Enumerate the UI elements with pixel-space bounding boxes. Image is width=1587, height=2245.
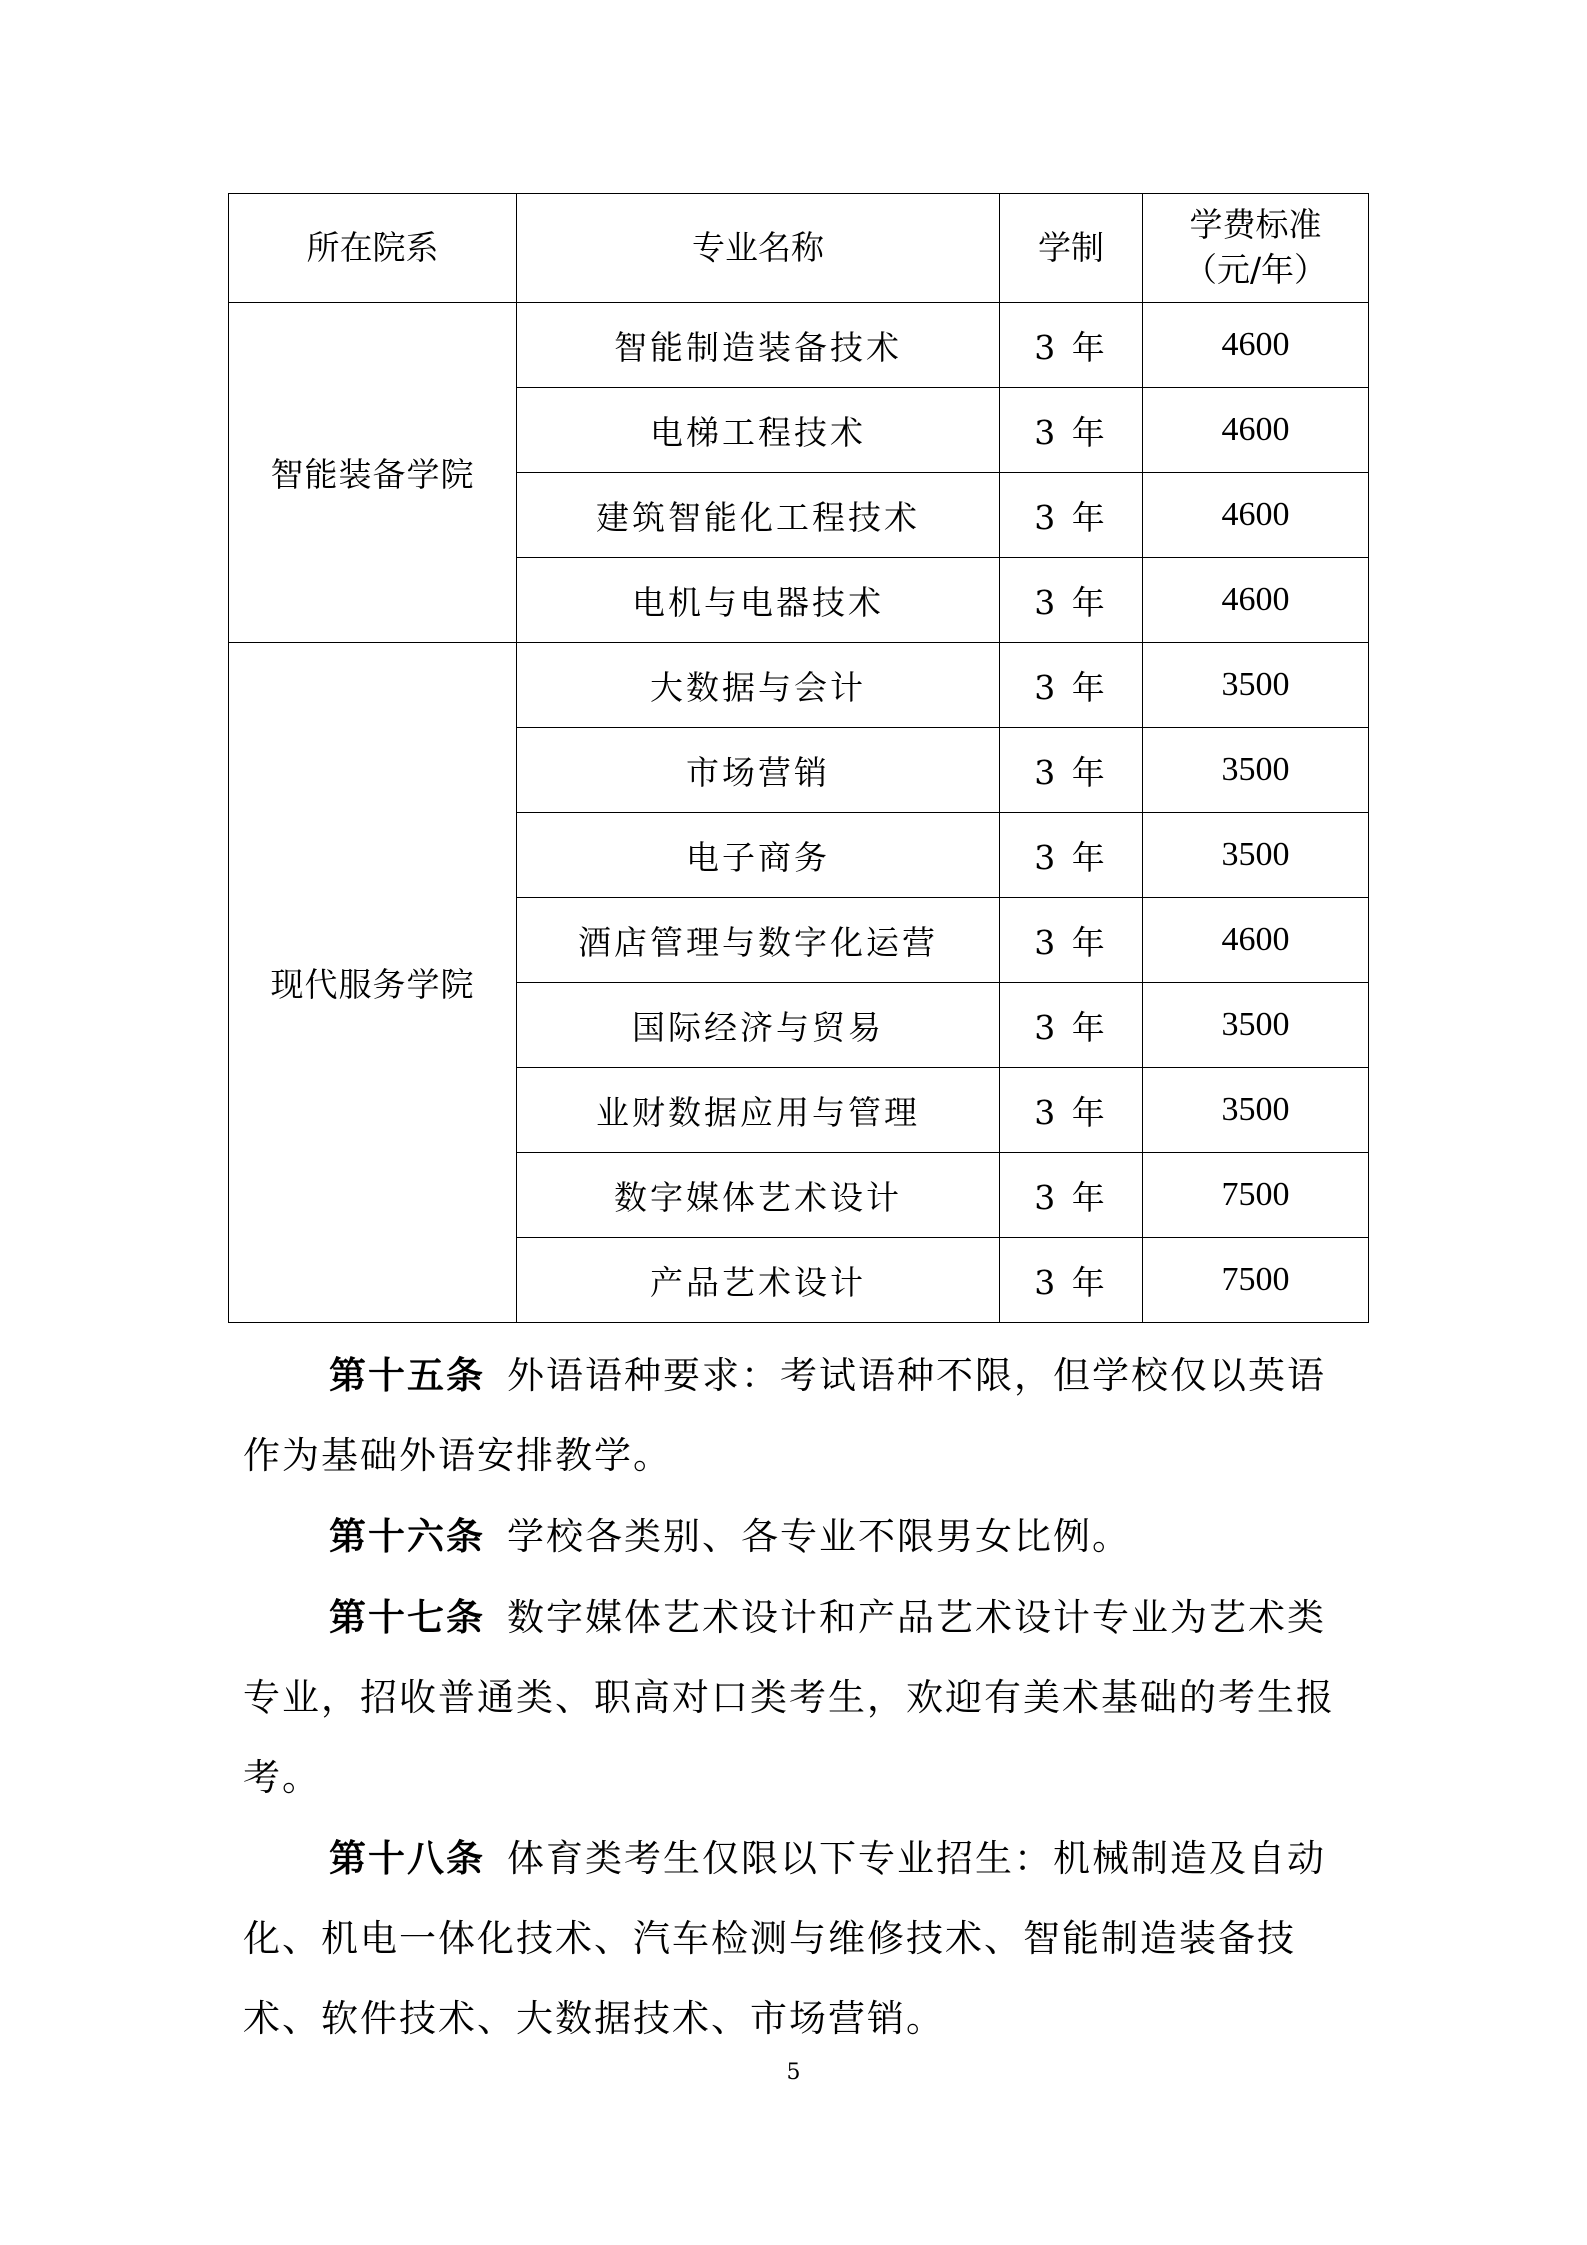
article-heading: 第十八条 <box>329 1836 485 1880</box>
header-department: 所在院系 <box>229 194 517 303</box>
fee-cell: 3500 <box>1143 813 1369 898</box>
fee-cell: 4600 <box>1143 388 1369 473</box>
duration-cell: 3 年 <box>1000 388 1143 473</box>
major-cell: 大数据与会计 <box>517 643 1000 728</box>
duration-cell: 3 年 <box>1000 813 1143 898</box>
table-header-row <box>229 194 1369 303</box>
department-cell: 现代服务学院 <box>229 643 517 1323</box>
fee-cell: 3500 <box>1143 983 1369 1068</box>
duration-cell: 3 年 <box>1000 473 1143 558</box>
fee-cell: 4600 <box>1143 558 1369 643</box>
article-15 <box>243 1335 1358 1496</box>
major-cell: 酒店管理与数字化运营 <box>517 898 1000 983</box>
fee-cell: 4600 <box>1143 473 1369 558</box>
fee-cell: 3500 <box>1143 728 1369 813</box>
header-fee-line1: 学费标准 <box>1189 205 1322 245</box>
duration-cell: 3 年 <box>1000 643 1143 728</box>
fee-cell: 4600 <box>1143 303 1369 388</box>
duration-cell: 3 年 <box>1000 983 1143 1068</box>
header-duration: 学制 <box>1000 194 1143 303</box>
article-heading: 第十五条 <box>329 1353 485 1397</box>
article-list <box>243 1335 1358 2059</box>
header-major: 专业名称 <box>517 194 1000 303</box>
article-text: 体育类考生仅限以下专业招生：机械制造及自动化、机电一体化技术、汽车检测与维修技术、智能制造装备技术、软件技术、大数据技术、市场营销。 <box>243 1837 1326 2040</box>
major-cell: 市场营销 <box>517 728 1000 813</box>
duration-cell: 3 年 <box>1000 1238 1143 1323</box>
duration-cell: 3 年 <box>1000 303 1143 388</box>
fee-cell: 4600 <box>1143 898 1369 983</box>
major-cell: 电子商务 <box>517 813 1000 898</box>
major-cell: 产品艺术设计 <box>517 1238 1000 1323</box>
fee-cell: 7500 <box>1143 1153 1369 1238</box>
article-text: 外语语种要求：考试语种不限，但学校仅以英语作为基础外语安排教学。 <box>243 1354 1326 1477</box>
article-17 <box>243 1577 1358 1818</box>
article-text: 数字媒体艺术设计和产品艺术设计专业为艺术类专业，招收普通类、职高对口类考生，欢迎有美术基础的考生报考。 <box>243 1596 1335 1799</box>
major-cell: 智能制造装备技术 <box>517 303 1000 388</box>
table-row <box>229 643 1369 728</box>
duration-cell: 3 年 <box>1000 728 1143 813</box>
department-cell: 智能装备学院 <box>229 303 517 643</box>
major-cell: 国际经济与贸易 <box>517 983 1000 1068</box>
header-fee-line2: （元/年） <box>1183 250 1328 289</box>
article-16 <box>243 1496 1358 1577</box>
major-cell: 电机与电器技术 <box>517 558 1000 643</box>
major-cell: 业财数据应用与管理 <box>517 1068 1000 1153</box>
duration-cell: 3 年 <box>1000 1068 1143 1153</box>
major-cell: 电梯工程技术 <box>517 388 1000 473</box>
major-cell: 建筑智能化工程技术 <box>517 473 1000 558</box>
page-number: 5 <box>786 2060 801 2085</box>
article-text: 学校各类别、各专业不限男女比例。 <box>507 1515 1131 1558</box>
table-row <box>229 303 1369 388</box>
fee-cell: 3500 <box>1143 1068 1369 1153</box>
duration-cell: 3 年 <box>1000 1153 1143 1238</box>
article-18 <box>243 1818 1358 2059</box>
article-heading: 第十六条 <box>329 1514 485 1558</box>
major-cell: 数字媒体艺术设计 <box>517 1153 1000 1238</box>
article-heading: 第十七条 <box>329 1595 485 1639</box>
header-fee <box>1143 194 1369 303</box>
duration-cell: 3 年 <box>1000 898 1143 983</box>
tuition-fee-table <box>228 193 1369 1323</box>
fee-cell: 3500 <box>1143 643 1369 728</box>
duration-cell: 3 年 <box>1000 558 1143 643</box>
fee-cell: 7500 <box>1143 1238 1369 1323</box>
